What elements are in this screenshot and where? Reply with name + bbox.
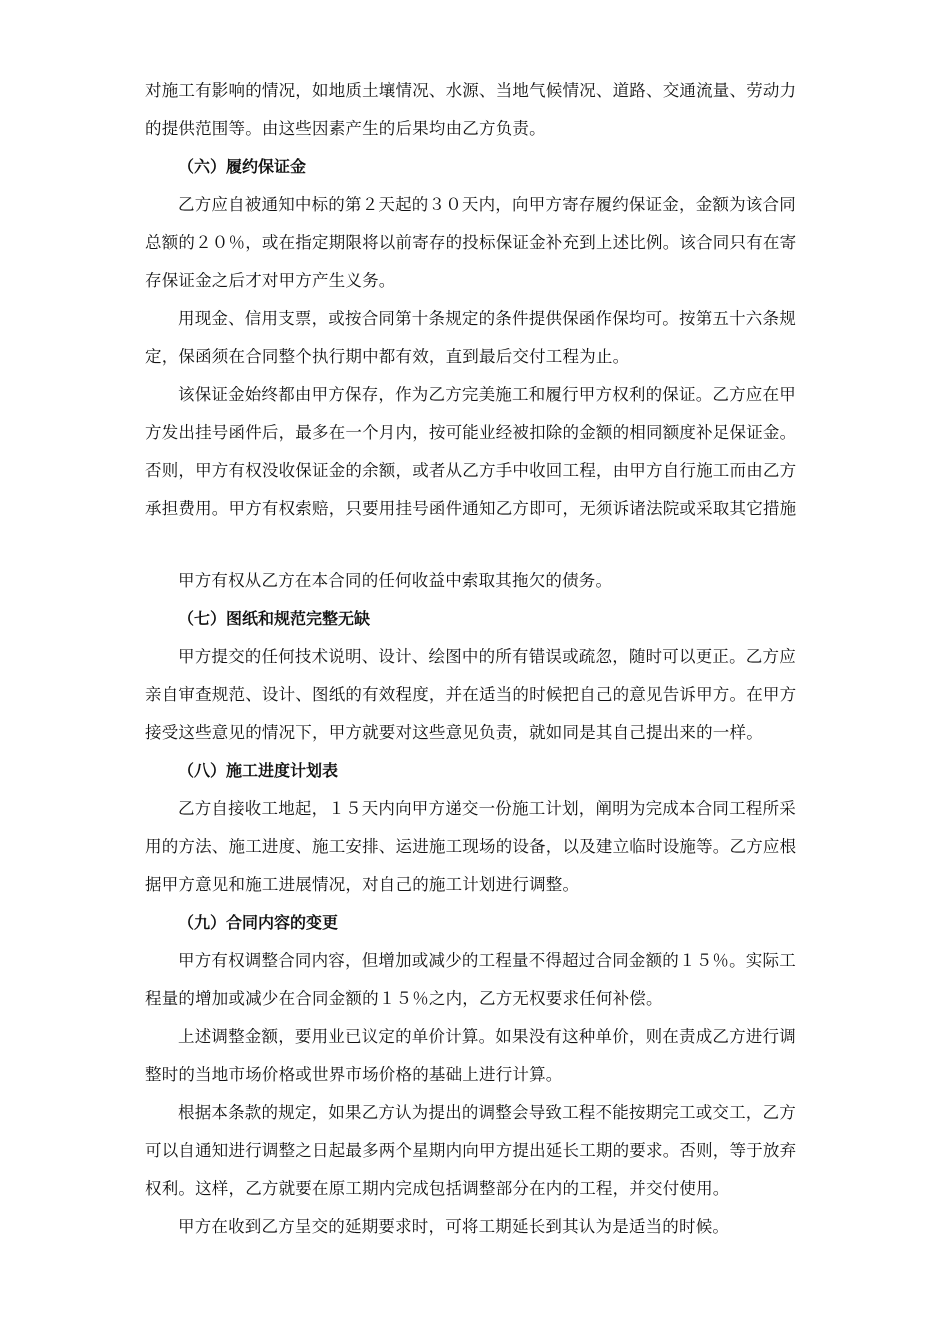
text-line: 亲自审查规范、设计、图纸的有效程度，并在适当的时候把自己的意见告诉甲方。在甲方 — [145, 685, 797, 704]
text-line: 整时的当地市场价格或世界市场价格的基础上进行计算。 — [145, 1065, 563, 1084]
text-line: 存保证金之后才对甲方产生义务。 — [145, 271, 396, 290]
text-line: 权利。这样，乙方就要在原工期内完成包括调整部分在内的工程，并交付使用。 — [145, 1179, 730, 1198]
text-line: 程量的增加或减少在合同金额的１５％之内，乙方无权要求任何补偿。 — [145, 989, 663, 1008]
text-line: 乙方应自被通知中标的第２天起的３０天内，向甲方寄存履约保证金，金额为该合同 — [178, 195, 796, 214]
text-line: 承担费用。甲方有权索赔，只要用挂号函件通知乙方即可，无须诉诸法院或采取其它措施 — [145, 499, 797, 518]
text-line: 甲方提交的任何技术说明、设计、绘图中的所有错误或疏忽，随时可以更正。乙方应 — [178, 647, 796, 666]
text-line: 甲方有权从乙方在本合同的任何收益中索取其拖欠的债务。 — [178, 571, 613, 590]
text-line: 总额的２０％，或在指定期限将以前寄存的投标保证金补充到上述比例。该合同只有在寄 — [145, 233, 797, 252]
section-heading-7: （七）图纸和规范完整无缺 — [178, 609, 371, 628]
section-heading-8: （八）施工进度计划表 — [178, 761, 339, 780]
text-line: 否则，甲方有权没收保证金的余额，或者从乙方手中收回工程，由甲方自行施工而由乙方 — [145, 461, 797, 480]
text-line: 可以自通知进行调整之日起最多两个星期内向甲方提出延长工期的要求。否则，等于放弃 — [145, 1141, 797, 1160]
text-line: 根据本条款的规定，如果乙方认为提出的调整会导致工程不能按期完工或交工，乙方 — [178, 1103, 796, 1122]
text-line: 接受这些意见的情况下，甲方就要对这些意见负责，就如同是其自己提出来的一样。 — [145, 723, 763, 742]
text-line: 对施工有影响的情况，如地质土壤情况、水源、当地气候情况、道路、交通流量、劳动力 — [145, 81, 797, 100]
text-line: 定，保函须在合同整个执行期中都有效，直到最后交付工程为止。 — [145, 347, 630, 366]
text-line: 乙方自接收工地起，１５天内向甲方递交一份施工计划，阐明为完成本合同工程所采 — [178, 799, 796, 818]
text-line: 该保证金始终都由甲方保存，作为乙方完美施工和履行甲方权利的保证。乙方应在甲 — [178, 385, 796, 404]
text-line: 据甲方意见和施工进展情况，对自己的施工计划进行调整。 — [145, 875, 580, 894]
text-line: 上述调整金额，要用业已议定的单价计算。如果没有这种单价，则在责成乙方进行调 — [178, 1027, 796, 1046]
text-line: 甲方有权调整合同内容，但增加或减少的工程量不得超过合同金额的１５％。实际工 — [178, 951, 796, 970]
section-heading-6: （六）履约保证金 — [178, 157, 307, 176]
text-line: 的提供范围等。由这些因素产生的后果均由乙方负责。 — [145, 119, 546, 138]
text-line: 用的方法、施工进度、施工安排、运进施工现场的设备，以及建立临时设施等。乙方应根 — [145, 837, 797, 856]
section-heading-9: （九）合同内容的变更 — [178, 913, 339, 932]
text-line: 用现金、信用支票，或按合同第十条规定的条件提供保函作保均可。按第五十六条规 — [178, 309, 796, 328]
text-line: 方发出挂号函件后，最多在一个月内，按可能业经被扣除的金额的相同额度补足保证金。 — [145, 423, 797, 442]
text-line: 甲方在收到乙方呈交的延期要求时，可将工期延长到其认为是适当的时候。 — [178, 1217, 730, 1236]
